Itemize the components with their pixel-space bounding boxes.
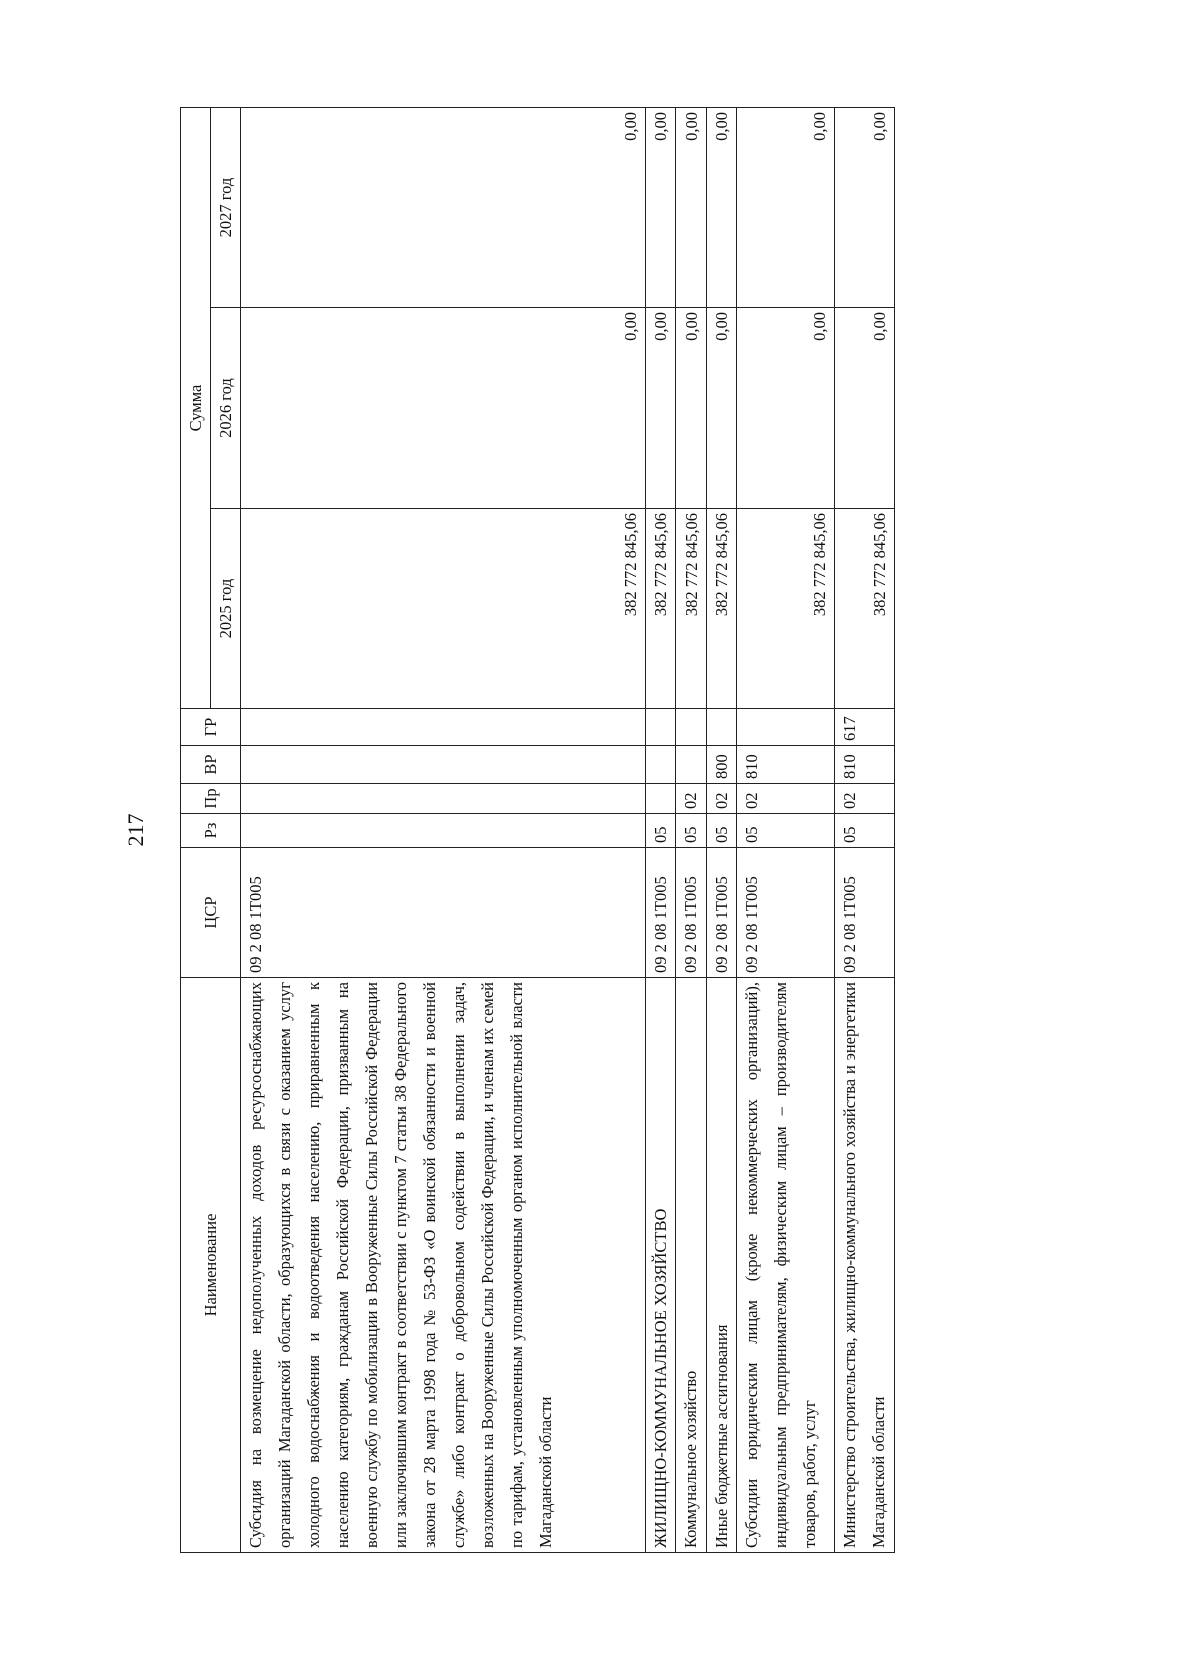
rotated-page-content bbox=[180, 108, 895, 1553]
row-gr bbox=[241, 709, 646, 746]
row-amount-2026: 0,00 bbox=[834, 308, 894, 509]
row-rz: 05 bbox=[737, 814, 835, 848]
row-csr: 09 2 08 1Т005 bbox=[645, 848, 676, 978]
table-row bbox=[241, 108, 646, 1553]
table-header-row bbox=[181, 108, 211, 1553]
row-vr: 810 bbox=[737, 746, 835, 784]
row-rz: 05 bbox=[834, 814, 894, 848]
header-gr: ГР bbox=[181, 709, 241, 746]
row-csr: 09 2 08 1Т005 bbox=[834, 848, 894, 978]
row-amount-2027: 0,00 bbox=[241, 108, 646, 308]
row-amount-2025: 382 772 845,06 bbox=[676, 509, 707, 709]
table-row bbox=[676, 108, 707, 1553]
row-amount-2026: 0,00 bbox=[676, 308, 707, 509]
row-amount-2027: 0,00 bbox=[676, 108, 707, 308]
header-vr: ВР bbox=[181, 746, 241, 784]
row-vr bbox=[241, 746, 646, 784]
row-amount-2027: 0,00 bbox=[834, 108, 894, 308]
row-name: Коммунальное хозяйство bbox=[676, 978, 707, 1553]
row-amount-2025: 382 772 845,06 bbox=[645, 509, 676, 709]
row-vr bbox=[676, 746, 707, 784]
page-number: 217 bbox=[123, 813, 148, 847]
header-sum: Сумма bbox=[181, 108, 211, 709]
row-rz: 05 bbox=[706, 814, 737, 848]
row-gr bbox=[737, 709, 835, 746]
row-amount-2026: 0,00 bbox=[241, 308, 646, 509]
row-pr: 02 bbox=[737, 784, 835, 814]
row-amount-2027: 0,00 bbox=[645, 108, 676, 308]
row-amount-2025: 382 772 845,06 bbox=[706, 509, 737, 709]
row-vr: 800 bbox=[706, 746, 737, 784]
header-year-2026: 2026 год bbox=[211, 308, 241, 509]
row-vr bbox=[645, 746, 676, 784]
row-csr: 09 2 08 1Т005 bbox=[706, 848, 737, 978]
header-pr: Пр bbox=[181, 784, 241, 814]
row-pr bbox=[241, 784, 646, 814]
table-row bbox=[706, 108, 737, 1553]
table-row bbox=[645, 108, 676, 1553]
row-amount-2027: 0,00 bbox=[737, 108, 835, 308]
row-amount-2027: 0,00 bbox=[706, 108, 737, 308]
row-pr: 02 bbox=[676, 784, 707, 814]
header-year-2027: 2027 год bbox=[211, 108, 241, 308]
row-rz: 05 bbox=[645, 814, 676, 848]
row-pr bbox=[645, 784, 676, 814]
row-csr: 09 2 08 1Т005 bbox=[676, 848, 707, 978]
row-gr bbox=[706, 709, 737, 746]
row-amount-2025: 382 772 845,06 bbox=[834, 509, 894, 709]
row-amount-2026: 0,00 bbox=[706, 308, 737, 509]
row-name: Министерство строительства, жилищно-коммунального хозяйства и энергетики Магаданской области bbox=[834, 978, 894, 1553]
row-csr: 09 2 08 1Т005 bbox=[241, 848, 646, 978]
header-rz: Рз bbox=[181, 814, 241, 848]
table-row bbox=[737, 108, 835, 1553]
row-csr: 09 2 08 1Т005 bbox=[737, 848, 835, 978]
row-name: ЖИЛИЩНО-КОММУНАЛЬНОЕ ХОЗЯЙСТВО bbox=[645, 978, 676, 1553]
table-row bbox=[834, 108, 894, 1553]
row-name: Иные бюджетные ассигнования bbox=[706, 978, 737, 1553]
row-vr: 810 bbox=[834, 746, 894, 784]
row-amount-2026: 0,00 bbox=[737, 308, 835, 509]
row-amount-2025: 382 772 845,06 bbox=[737, 509, 835, 709]
budget-table bbox=[180, 107, 895, 1553]
header-year-2025: 2025 год bbox=[211, 509, 241, 709]
row-pr: 02 bbox=[834, 784, 894, 814]
row-pr: 02 bbox=[706, 784, 737, 814]
header-csr: ЦСР bbox=[181, 848, 241, 978]
row-rz bbox=[241, 814, 646, 848]
row-name: Субсидии юридическим лицам (кроме некоммерческих организаций), индивидуальным предпринимателям, физическим лицам – производителям товаров, работ, услуг bbox=[737, 978, 835, 1553]
row-name: Субсидия на возмещение недополученных доходов ресурсоснабжающих организаций Магаданской области, образующихся в связи с оказанием услуг холодного водоснабжения и водоотведения населению, приравненным к населению категориям, гражданам Российской Федерации, призванным на военную службу по мобилизации в Вооруженные Силы Российской Федерации или заключившим контракт в соответствии с пунктом 7 статьи 38 Федерального закона от 28 марта 1998 года № 53-ФЗ «О воинской обязанности и военной службе» либо контракт о добровольном содействии в выполнении задач, возложенных на Вооруженные Силы Российской Федерации, и членам их семей по тарифам, установленным уполномоченным органом исполнительной власти Магаданской области bbox=[241, 978, 646, 1553]
row-gr: 617 bbox=[834, 709, 894, 746]
row-amount-2025: 382 772 845,06 bbox=[241, 509, 646, 709]
row-rz: 05 bbox=[676, 814, 707, 848]
header-name: Наименование bbox=[181, 978, 241, 1553]
row-gr bbox=[645, 709, 676, 746]
row-gr bbox=[676, 709, 707, 746]
row-amount-2026: 0,00 bbox=[645, 308, 676, 509]
